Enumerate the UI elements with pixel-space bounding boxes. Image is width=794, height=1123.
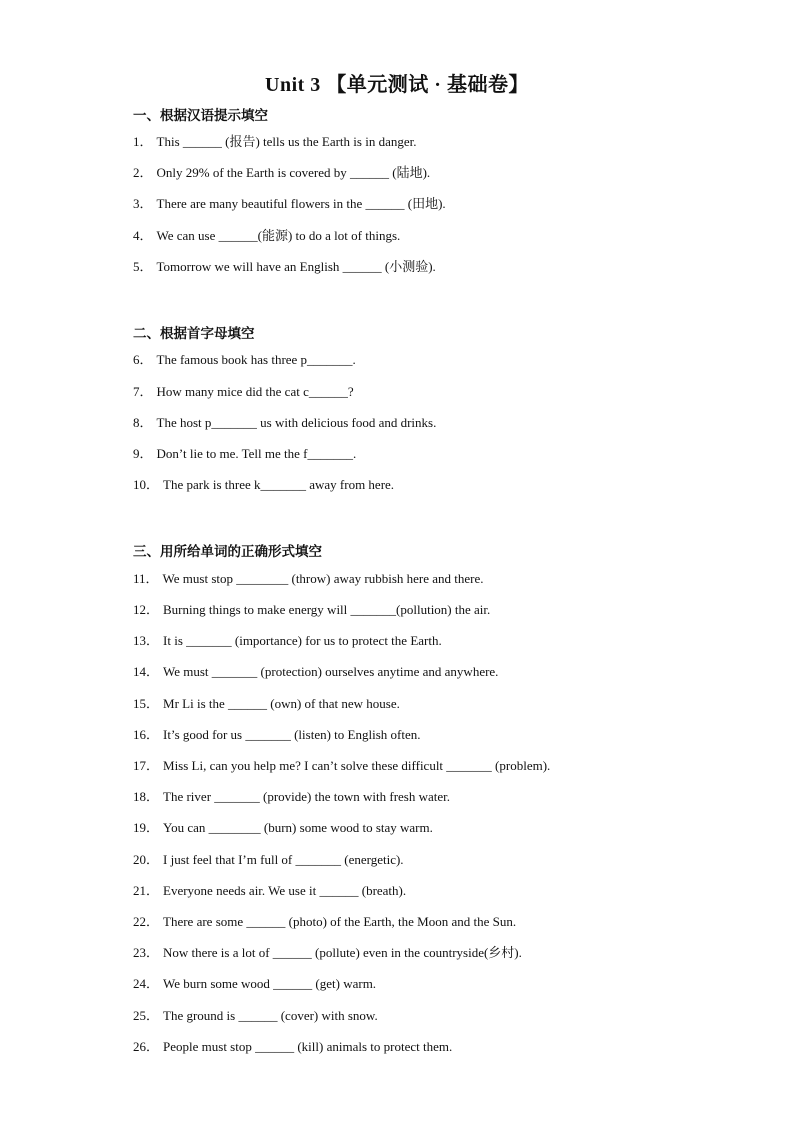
question-text: The famous book has three p_______.: [156, 352, 356, 367]
question-number: 1．: [133, 134, 153, 149]
question-text: We must _______ (protection) ourselves anytime and anywhere.: [163, 664, 499, 679]
question-number: 24．: [133, 976, 160, 991]
question-number: 5．: [133, 259, 153, 274]
question-15: [133, 693, 400, 712]
question-text: The river _______ (provide) the town with fresh water.: [163, 789, 451, 804]
question-14: [133, 661, 498, 680]
question-number: 12．: [133, 602, 160, 617]
question-number: 14．: [133, 664, 160, 679]
question-number: 26．: [133, 1039, 160, 1054]
question-text: People must stop ______ (kill) animals to protect them.: [163, 1039, 453, 1054]
question-text: You can ________ (burn) some wood to stay warm.: [163, 820, 433, 835]
question-text: The host p_______ us with delicious food and drinks.: [156, 415, 437, 430]
question-text: How many mice did the cat c______?: [156, 384, 354, 399]
question-text: Tomorrow we will have an English ______ (小测验).: [156, 259, 436, 274]
question-number: 16．: [133, 727, 160, 742]
question-text: There are many beautiful flowers in the ______ (田地).: [156, 196, 446, 211]
question-text: We must stop ________ (throw) away rubbish here and there.: [162, 571, 484, 586]
question-9: [133, 443, 356, 462]
question-24: [133, 973, 376, 992]
question-number: 19．: [133, 820, 160, 835]
question-text: We burn some wood ______ (get) warm.: [163, 976, 377, 991]
question-number: 21．: [133, 883, 160, 898]
question-text: Miss Li, can you help me? I can’t solve these difficult _______ (problem).: [163, 758, 551, 773]
question-number: 11．: [133, 571, 159, 586]
question-text: Burning things to make energy will _______(pollution) the air.: [163, 602, 491, 617]
question-7: [133, 381, 354, 400]
question-number: 17．: [133, 758, 160, 773]
question-26: [133, 1036, 452, 1055]
question-text: We can use ______(能源) to do a lot of things.: [156, 228, 401, 243]
section-heading-2: 二、根据首字母填空: [133, 326, 255, 342]
question-text: There are some ______ (photo) of the Earth, the Moon and the Sun.: [163, 914, 517, 929]
question-4: [133, 225, 400, 244]
question-text: Mr Li is the ______ (own) of that new house.: [163, 696, 400, 711]
section-heading-3: 三、用所给单词的正确形式填空: [133, 544, 322, 560]
question-16: [133, 724, 420, 743]
question-number: 7．: [133, 384, 153, 399]
question-22: [133, 911, 516, 930]
question-text: It is _______ (importance) for us to protect the Earth.: [163, 633, 442, 648]
question-6: [133, 349, 356, 368]
question-18: [133, 786, 450, 805]
question-3: [133, 193, 446, 212]
question-text: The ground is ______ (cover) with snow.: [163, 1008, 378, 1023]
question-number: 9．: [133, 446, 153, 461]
question-25: [133, 1005, 378, 1024]
question-number: 6．: [133, 352, 153, 367]
question-text: Only 29% of the Earth is covered by ______ (陆地).: [156, 165, 431, 180]
question-number: 23．: [133, 945, 160, 960]
question-text: This ______ (报告) tells us the Earth is in danger.: [156, 134, 417, 149]
question-number: 3．: [133, 196, 153, 211]
question-number: 13．: [133, 633, 160, 648]
question-text: The park is three k_______ away from here.: [163, 477, 395, 492]
question-text: It’s good for us _______ (listen) to English often.: [163, 727, 421, 742]
question-5: [133, 256, 436, 275]
page-title: Unit 3 【单元测试 · 基础卷】: [265, 74, 529, 96]
question-number: 10．: [133, 477, 160, 492]
question-8: [133, 412, 436, 431]
question-23: [133, 942, 522, 961]
question-21: [133, 880, 406, 899]
question-text: Don’t lie to me. Tell me the f_______.: [156, 446, 357, 461]
question-2: [133, 162, 430, 181]
question-11: [133, 568, 484, 587]
question-number: 2．: [133, 165, 153, 180]
question-number: 20．: [133, 852, 160, 867]
question-text: I just feel that I’m full of _______ (energetic).: [163, 852, 404, 867]
question-number: 25．: [133, 1008, 160, 1023]
question-13: [133, 630, 442, 649]
question-1: [133, 131, 416, 150]
question-text: Now there is a lot of ______ (pollute) even in the countryside(乡村).: [163, 945, 522, 960]
question-10: [133, 474, 394, 493]
question-number: 4．: [133, 228, 153, 243]
section-heading-1: 一、根据汉语提示填空: [133, 108, 268, 124]
question-number: 15．: [133, 696, 160, 711]
question-12: [133, 599, 490, 618]
question-number: 8．: [133, 415, 153, 430]
question-number: 22．: [133, 914, 160, 929]
question-20: [133, 849, 404, 868]
question-17: [133, 755, 550, 774]
question-text: Everyone needs air. We use it ______ (breath).: [163, 883, 407, 898]
question-number: 18．: [133, 789, 160, 804]
question-19: [133, 817, 433, 836]
